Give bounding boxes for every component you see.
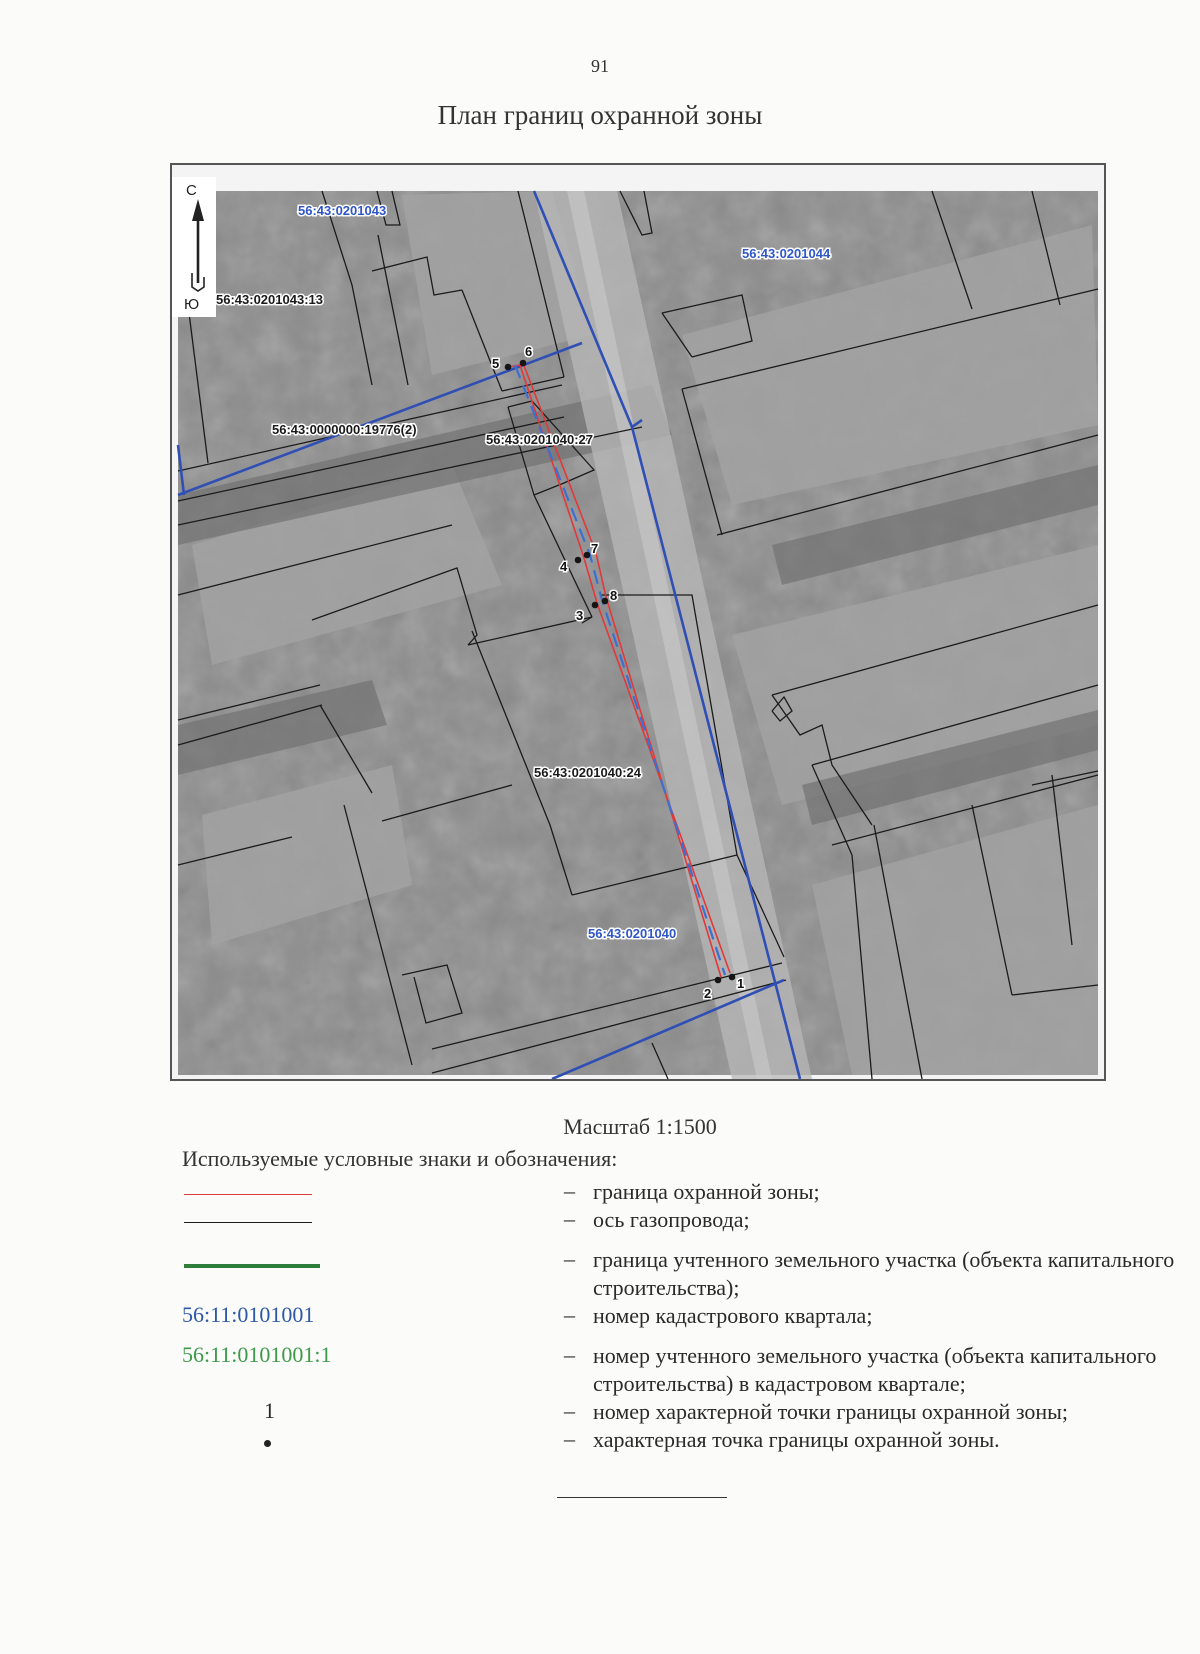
- point-6: [520, 360, 527, 367]
- point-label-1: 1: [737, 976, 745, 991]
- point-5: [505, 364, 512, 371]
- legend-description: номер учтенного земельного участка (объекта капитального строительства) в кадастровом квартале;: [593, 1343, 1157, 1396]
- legend-symbol-black-line: [182, 1206, 332, 1236]
- point-label-2: 2: [704, 986, 712, 1001]
- legend-dash: –: [564, 1246, 575, 1271]
- legend-dash: –: [564, 1398, 575, 1423]
- point-label-7: 7: [591, 541, 599, 556]
- point-4: [575, 557, 582, 564]
- point-label-8: 8: [610, 588, 618, 603]
- legend-symbol-parcel-number: [182, 1342, 382, 1372]
- block-label-0201040: 56:43:0201040: [588, 926, 677, 941]
- block-label-0201044: 56:43:0201044: [742, 246, 831, 261]
- legend-dash: –: [564, 1206, 575, 1231]
- point-label-3: 3: [576, 608, 584, 623]
- point-label-5: 5: [492, 356, 500, 371]
- point-label-6: 6: [525, 344, 533, 359]
- point-1: [729, 974, 736, 981]
- legend-description: граница учтенного земельного участка (объекта капитального строительства);: [593, 1247, 1175, 1300]
- legend-dash: –: [564, 1178, 575, 1203]
- point-2: [715, 977, 722, 984]
- legend-description: номер характерной точки границы охранной зоны;: [593, 1399, 1069, 1424]
- legend-heading: Используемые условные знаки и обозначения:: [182, 1146, 618, 1171]
- point-3: [592, 602, 599, 609]
- legend-symbol-green-line: [182, 1246, 332, 1276]
- legend-description: номер кадастрового квартала;: [593, 1303, 873, 1328]
- parcel-label-0201040-24: 56:43:0201040:24: [534, 765, 641, 780]
- point-8: [602, 598, 609, 605]
- scale-text: Масштаб 1:1500: [563, 1114, 717, 1139]
- legend-dash: –: [564, 1342, 575, 1367]
- legend-description: характерная точка границы охранной зоны.: [593, 1427, 1000, 1452]
- legend-symbol-point-number: [182, 1398, 332, 1428]
- point-7: [584, 552, 591, 559]
- closing-rule: [557, 1497, 727, 1498]
- block-label-0201043: 56:43:0201043: [298, 203, 387, 218]
- north-label: С: [186, 182, 197, 199]
- parcel-label-0201040-27: 56:43:0201040:27: [486, 432, 593, 447]
- map-frame: [170, 163, 1106, 1081]
- protection-zone-map: [172, 165, 1104, 1079]
- page-number: 91: [591, 56, 609, 76]
- legend-symbol-block-number: [182, 1302, 382, 1332]
- legend-dot-icon: [264, 1440, 271, 1447]
- south-label: Ю: [184, 296, 200, 313]
- legend-description: ось газопровода;: [593, 1207, 750, 1232]
- parcel-label-0201043-13: 56:43:0201043:13: [216, 292, 323, 307]
- north-arrow: [172, 177, 216, 317]
- legend-dash: –: [564, 1302, 575, 1327]
- legend-sample-parcel-number: 56:11:0101001:1: [182, 1342, 332, 1367]
- legend-sample-point-number: 1: [264, 1398, 275, 1423]
- aerial-imagery: [178, 191, 1098, 1079]
- legend-symbol-red-line: [182, 1178, 332, 1208]
- point-label-4: 4: [560, 559, 568, 574]
- legend-symbol-dot: [182, 1426, 332, 1456]
- page-title: План границ охранной зоны: [437, 100, 763, 130]
- legend-sample-block-number: 56:11:0101001: [182, 1302, 315, 1327]
- parcel-label-19776: 56:43:0000000:19776(2): [272, 422, 417, 437]
- legend-dash: –: [564, 1426, 575, 1451]
- legend-description: граница охранной зоны;: [593, 1179, 820, 1204]
